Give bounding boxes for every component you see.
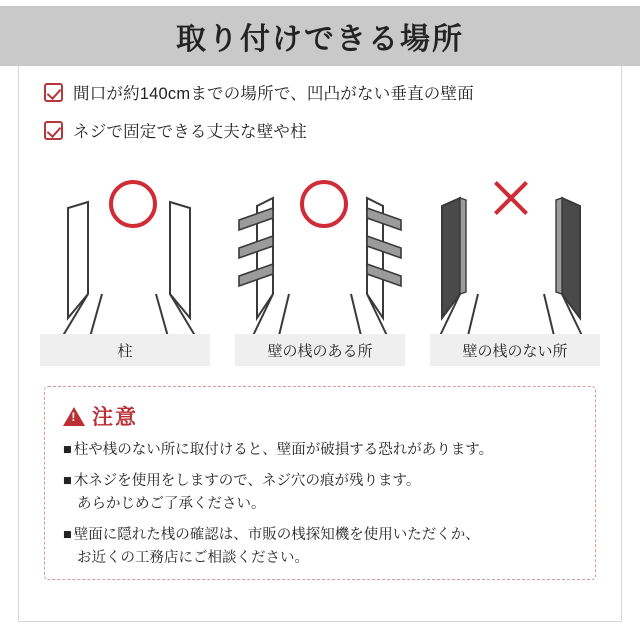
caution-header (63, 401, 577, 431)
caution-title: 注意 (92, 406, 138, 429)
bullet-square: ■ (63, 527, 72, 544)
checkbox-checked-icon (44, 121, 63, 140)
page-header (0, 6, 640, 66)
checklist-text: ネジで固定できる丈夫な壁や柱 (73, 123, 307, 141)
circle-ok-icon (300, 180, 348, 228)
caption-wall-without-stud: 壁の桟のない所 (430, 334, 600, 366)
bullet-square: ■ (63, 473, 72, 490)
warning-triangle-icon (63, 407, 85, 426)
caution-list (63, 439, 577, 569)
checkbox-checked-icon (44, 83, 63, 102)
list-item (44, 118, 604, 142)
illustration-captions (40, 334, 600, 366)
caution-text: 壁面に隠れた桟の確認は、市販の桟探知機を使用いただくか、 (73, 527, 480, 544)
list-item (63, 439, 577, 461)
list-item (44, 80, 604, 104)
list-item (63, 524, 577, 569)
caption-pillar: 柱 (40, 334, 210, 366)
caution-text: 木ネジを使用をしますので、ネジ穴の痕が残ります。 (73, 473, 421, 490)
requirements-checklist (44, 80, 604, 156)
bullet-square: ■ (63, 442, 72, 458)
caution-text-cont: お近くの工務店にご相談ください。 (77, 549, 309, 566)
checklist-text: 間口が約140cmまでの場所で、凹凸がない垂直の壁面 (73, 85, 474, 103)
caution-text-cont: あらかじめご了承ください。 (77, 495, 266, 512)
circle-ok-icon (109, 180, 157, 228)
cross-ng-icon (489, 176, 533, 220)
list-item (63, 470, 577, 515)
page-title: 取り付けできる場所 (176, 23, 464, 56)
caution-text: 柱や桟のない所に取付けると、壁面が破損する恐れがあります。 (73, 442, 494, 458)
caption-wall-with-stud: 壁の桟のある所 (235, 334, 405, 366)
caution-box (44, 386, 596, 580)
